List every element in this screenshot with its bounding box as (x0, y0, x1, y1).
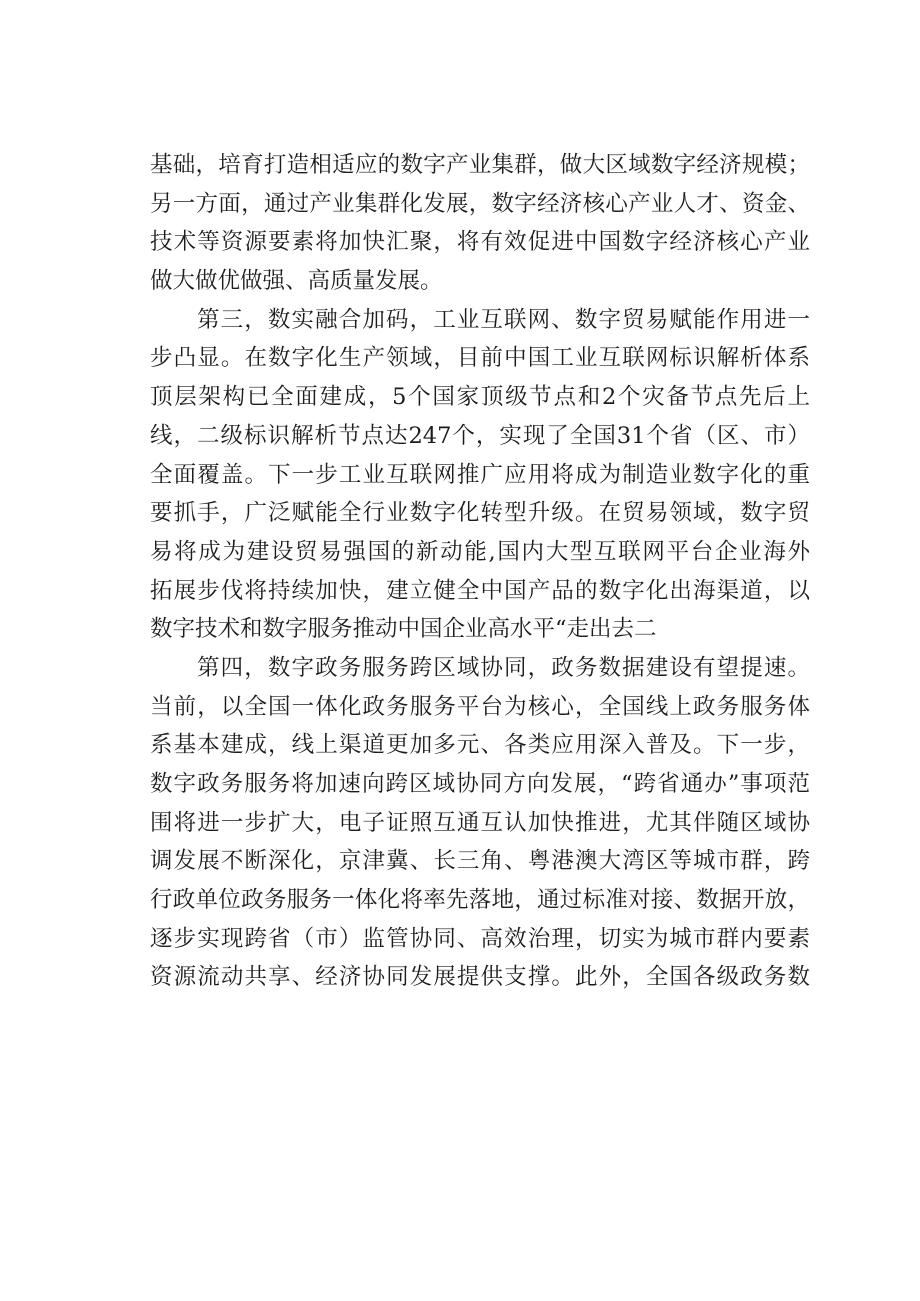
text-line: 要抓手，广泛赋能全行业数字化转型升级。在贸易领域，数字贸 (150, 500, 810, 527)
text-line: 逐步实现跨省（市）监管协同、高效治理，切实为城市群内要素 (150, 925, 810, 952)
text-line: 调发展不断深化，京津冀、长三角、粤港澳大湾区等城市群，跨 (150, 848, 810, 875)
text-line: 线，二级标识解析节点达247个，实现了全国31个省（区、市） (150, 422, 810, 449)
text-line: 围将进一步扩大，电子证照互通互认加快推进，尤其伴随区域协 (150, 809, 810, 836)
paragraph-2 (150, 301, 810, 649)
text-line: 当前，以全国一体化政务服务平台为核心，全国线上政务服务体 (150, 693, 810, 720)
paragraph-1 (150, 146, 810, 301)
text-line: 另一方面，通过产业集群化发展，数字经济核心产业人才、资金、 (150, 190, 810, 217)
text-line: 技术等资源要素将加快汇聚，将有效促进中国数字经济核心产业 (150, 229, 810, 256)
text-line: 数字技术和数字服务推动中国企业高水平“走出去二 (150, 616, 657, 643)
text-line: 第三，数实融合加码，工业互联网、数字贸易赋能作用进一 (197, 306, 810, 333)
text-line: 资源流动共享、经济协同发展提供支撑。此外，全国各级政务数 (150, 964, 810, 991)
text-line: 全面覆盖。下一步工业互联网推广应用将成为制造业数字化的重 (150, 461, 810, 488)
text-line: 第四，数字政务服务跨区域协同，政务数据建设有望提速。 (197, 654, 810, 681)
text-line: 易将成为建设贸易强国的新动能,国内大型互联网平台企业海外 (150, 538, 810, 565)
text-line: 步凸显。在数字化生产领域，目前中国工业互联网标识解析体系 (150, 345, 810, 372)
text-line: 顶层架构已全面建成，5个国家顶级节点和2个灾备节点先后上 (150, 384, 810, 411)
text-line: 数字政务服务将加速向跨区域协同方向发展，“跨省通办”事项范 (150, 771, 810, 797)
text-line: 基础，培育打造相适应的数字产业集群，做大区域数字经济规模； (150, 152, 810, 178)
text-line: 行政单位政务服务一体化将率先落地，通过标准对接、数据开放， (150, 887, 810, 914)
body-text (150, 146, 810, 997)
text-line: 拓展步伐将持续加快，建立健全中国产品的数字化出海渠道，以 (150, 577, 810, 604)
paragraph-3 (150, 649, 810, 997)
text-line: 系基本建成，线上渠道更加多元、各类应用深入普及。下一步， (150, 732, 810, 759)
text-line: 做大做优做强、高质量发展。 (150, 268, 443, 295)
